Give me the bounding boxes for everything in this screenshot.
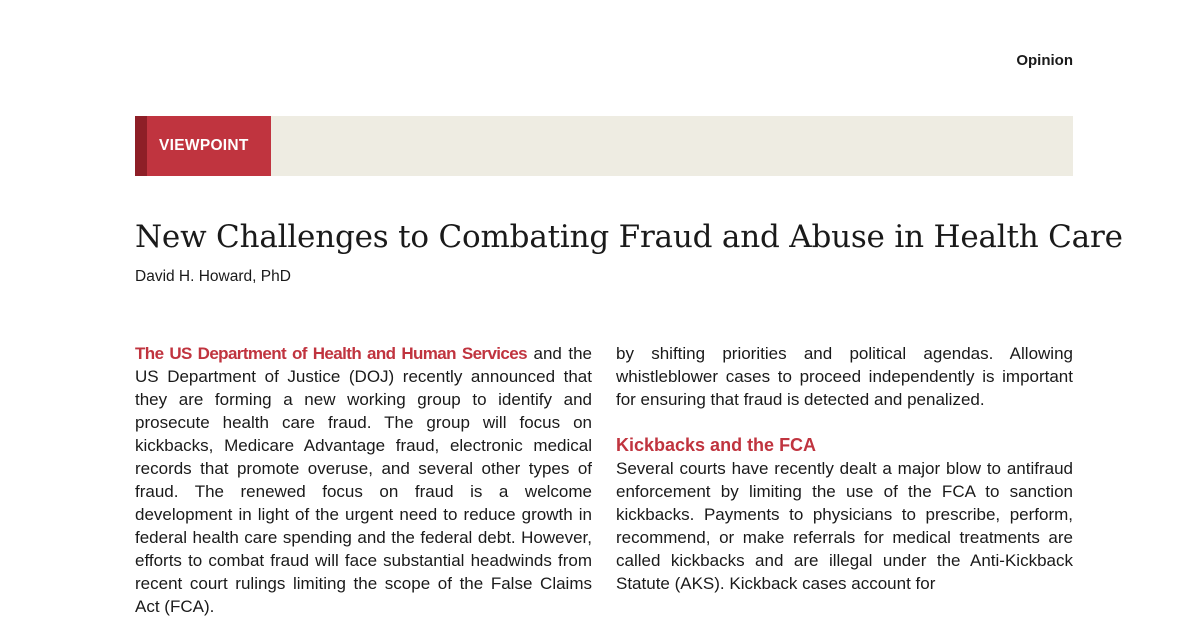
viewpoint-tag-label: VIEWPOINT xyxy=(159,137,249,154)
section-label: Opinion xyxy=(1016,52,1073,69)
paragraph-text: and the US Department of Justice (DOJ) recently announced that they are forming a new working group to identify and prosecute health care fraud. The group will focus on kickbacks, Medicare Advantage fraud, electronic medical records that promote overuse, and several other types of fraud. The renewed focus on fraud is a welcome development in light of the urgent need to reduce growth in federal health care spending and the federal debt. However, efforts to combat fraud will face substantial headwinds from recent court rulings limiting the scope of the False Claims Act (FCA). xyxy=(135,344,592,616)
article-column-right xyxy=(616,342,1073,595)
article-title: New Challenges to Combating Fraud and Abuse in Health Care xyxy=(135,219,1123,255)
lead-in: The US Department of Health and Human Services xyxy=(135,344,527,363)
article-paragraph: by shifting priorities and political agendas. Allowing whistleblower cases to proceed independently is important for ensuring that fraud is detected and penalized. xyxy=(616,344,1073,409)
article-paragraph xyxy=(135,342,592,618)
article-paragraph: Several courts have recently dealt a major blow to antifraud enforcement by limiting the use of the FCA to sanction kickbacks. Payments to physicians to prescribe, perform, recommend, or make referrals for medical treatments are called kickbacks and are illegal under the Anti-Kickback Statute (AKS). Kickback cases account for xyxy=(616,459,1073,593)
article-author: David H. Howard, PhD xyxy=(135,268,291,285)
article-column-left xyxy=(135,342,592,618)
viewpoint-tag xyxy=(135,116,271,176)
section-heading: Kickbacks and the FCA xyxy=(616,435,817,455)
viewpoint-banner xyxy=(135,116,1073,176)
